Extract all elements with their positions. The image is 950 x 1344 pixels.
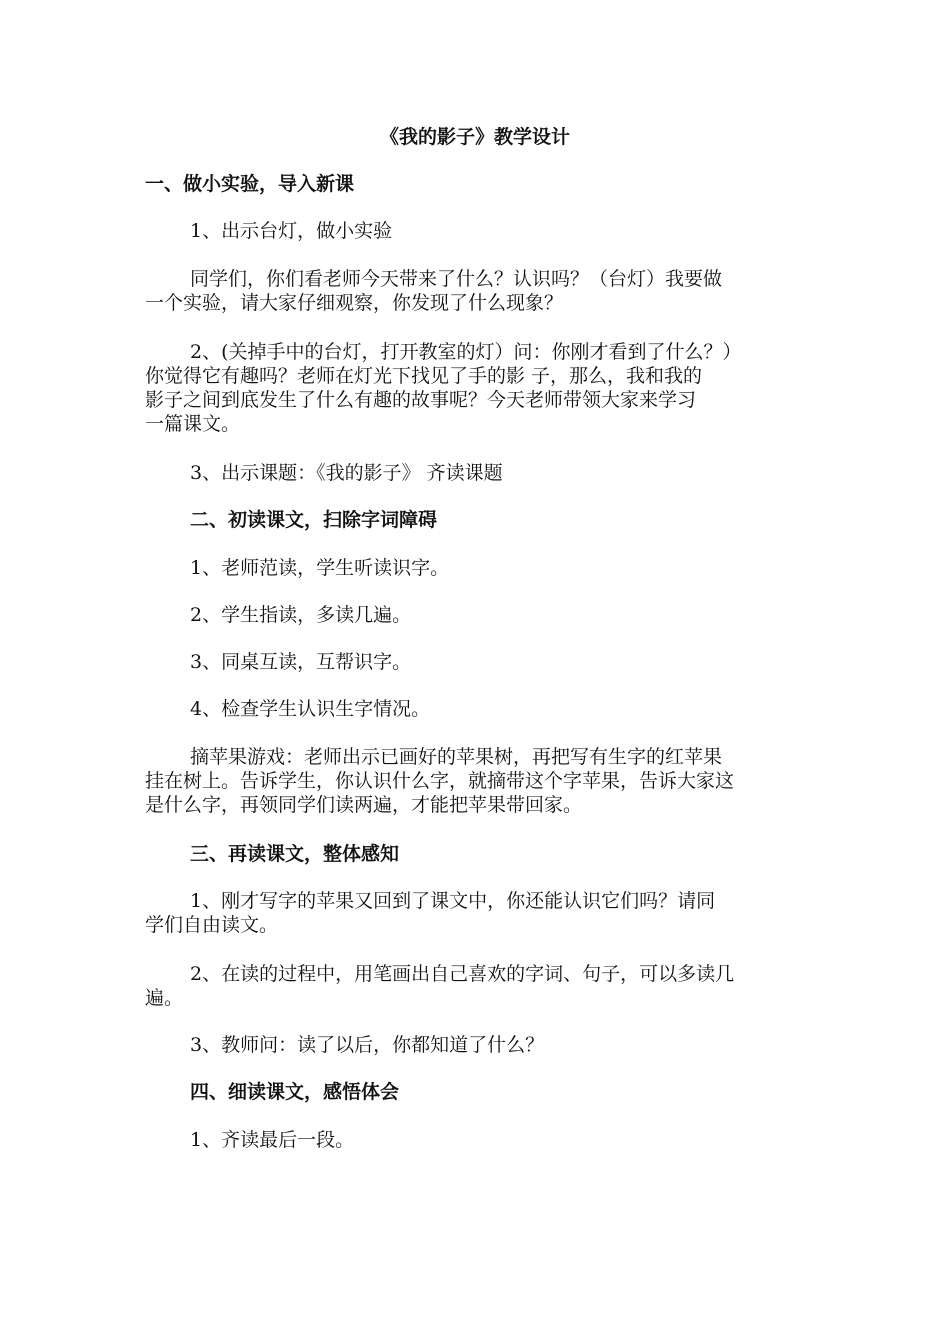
section-heading-3: 三、再读课文，整体感知 — [190, 843, 400, 865]
section-heading-2: 二、初读课文，扫除字词障碍 — [190, 509, 438, 531]
section1-para2-line: 一篇课文。 — [145, 413, 241, 435]
section3-item1-line: 学们自由读文。 — [145, 914, 279, 936]
section1-item-3: 3、出示课题：《我的影子》 齐读课题 — [190, 462, 503, 484]
section3-item-3: 3、教师问：读了以后，你都知道了什么？ — [190, 1034, 545, 1056]
section2-item: 2、学生指读，多读几遍。 — [190, 604, 412, 626]
section3-item1-line: 1、刚才写字的苹果又回到了课文中，你还能认识它们吗？请同 — [190, 890, 716, 912]
section1-para1-line: 一个实验，请大家仔细观察，你发现了什么现象？ — [145, 292, 564, 314]
section1-para2-line: 2、(关掉手中的台灯，打开教室的灯）问：你刚才看到了什么？） — [190, 341, 742, 363]
section4-item-1: 1、齐读最后一段。 — [190, 1129, 355, 1151]
section3-item2-line: 2、在读的过程中，用笔画出自己喜欢的字词、句子，可以多读几 — [190, 963, 735, 985]
section3-item2-line: 遍。 — [145, 987, 184, 1009]
document-title: 《我的影子》教学设计 — [379, 126, 570, 148]
section-heading-1: 一、做小实验，导入新课 — [145, 173, 355, 195]
section1-para1-line: 同学们，你们看老师今天带来了什么？认识吗？（台灯）我要做 — [190, 268, 723, 290]
section-heading-4: 四、细读课文，感悟体会 — [190, 1081, 400, 1103]
section1-para2-line: 影子之间到底发生了什么有趣的故事呢？今天老师带领大家来学习 — [145, 389, 697, 411]
section1-para2-line: 你觉得它有趣吗？老师在灯光下找见了手的影 子，那么，我和我的 — [145, 365, 703, 387]
section1-item-1: 1、出示台灯，做小实验 — [190, 220, 393, 242]
section2-item: 4、检查学生认识生字情况。 — [190, 698, 431, 720]
section2-item: 3、同桌互读，互帮识字。 — [190, 651, 412, 673]
section2-game-line: 挂在树上。告诉学生，你认识什么字，就摘带这个字苹果，告诉大家这 — [145, 770, 735, 792]
section2-item: 1、老师范读，学生听读识字。 — [190, 557, 450, 579]
section2-game-line: 是什么字，再领同学们读两遍，才能把苹果带回家。 — [145, 794, 583, 816]
section2-game-line: 摘苹果游戏：老师出示已画好的苹果树，再把写有生字的红苹果 — [190, 746, 723, 768]
